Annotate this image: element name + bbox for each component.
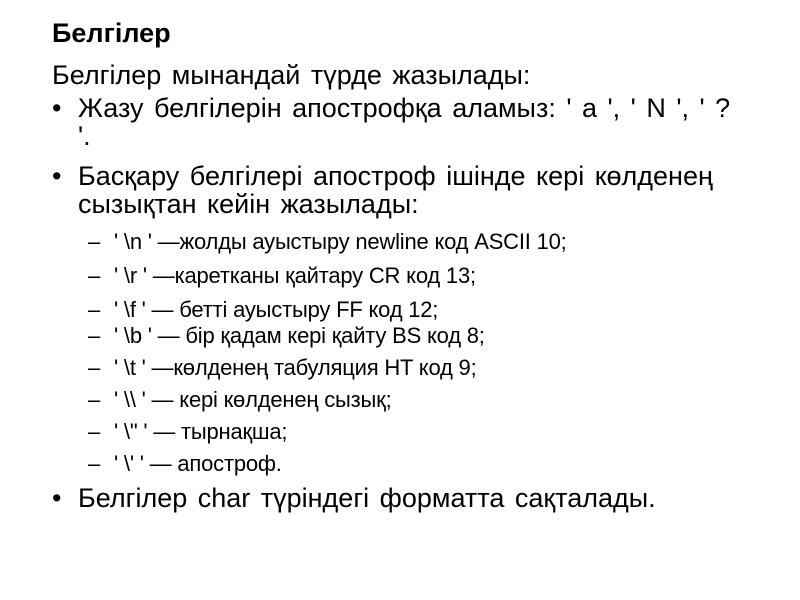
sub-item-text: ' \' ' — апостроф. <box>114 451 282 476</box>
sub-item-text: ' \n ' —жолды ауыстыру newline код ASCII 10; <box>114 229 567 254</box>
bullet-symbol: • <box>52 161 62 191</box>
dash-symbol: – <box>88 263 101 288</box>
sub-item <box>88 262 768 290</box>
dash-symbol: – <box>88 355 101 380</box>
sub-item <box>88 450 768 478</box>
bullet-text: Белгілер char түріндегі форматта сақталады. <box>78 483 656 513</box>
sub-item-text: ' \\ ' — кері көлденең сызық; <box>114 387 392 412</box>
sub-item-text: ' \b ' — бір қадам кері қайту BS код 8; <box>114 323 485 348</box>
bullet-text: Жазу белгілерін апострофқа аламыз: ' a ', ' N ', ' ? '. <box>78 93 731 151</box>
sub-item <box>88 418 768 446</box>
bullet-item <box>52 94 752 150</box>
intro-line: Белгілер мынандай түрде жазылады: <box>52 60 531 90</box>
bullet-symbol: • <box>52 93 62 123</box>
dash-symbol: – <box>88 229 101 254</box>
bullet-item <box>52 162 752 218</box>
sub-item-text: ' \r ' —каретканы қайтару CR код 13; <box>114 263 476 288</box>
dash-symbol: – <box>88 451 101 476</box>
sub-item <box>88 386 768 414</box>
sub-item <box>88 354 768 382</box>
sub-item-text: ' \" ' — тырнақша; <box>114 419 288 444</box>
bullet-item <box>52 484 752 512</box>
sub-item-text: ' \t ' —көлденең табуляция HT код 9; <box>114 355 477 380</box>
bullet-text: Басқару белгілері апостроф ішінде кері көлденең сызықтан кейін жазылады: <box>78 161 713 219</box>
dash-symbol: – <box>88 323 101 348</box>
dash-symbol: – <box>88 297 101 322</box>
dash-symbol: – <box>88 387 101 412</box>
sub-item-text: ' \f ' — бетті ауыстыру FF код 12; <box>114 297 439 322</box>
dash-symbol: – <box>88 419 101 444</box>
sub-item <box>88 228 768 256</box>
slide-title: Белгілер <box>52 18 171 48</box>
sub-item <box>88 296 768 324</box>
bullet-symbol: • <box>52 483 62 513</box>
sub-item <box>88 322 768 350</box>
